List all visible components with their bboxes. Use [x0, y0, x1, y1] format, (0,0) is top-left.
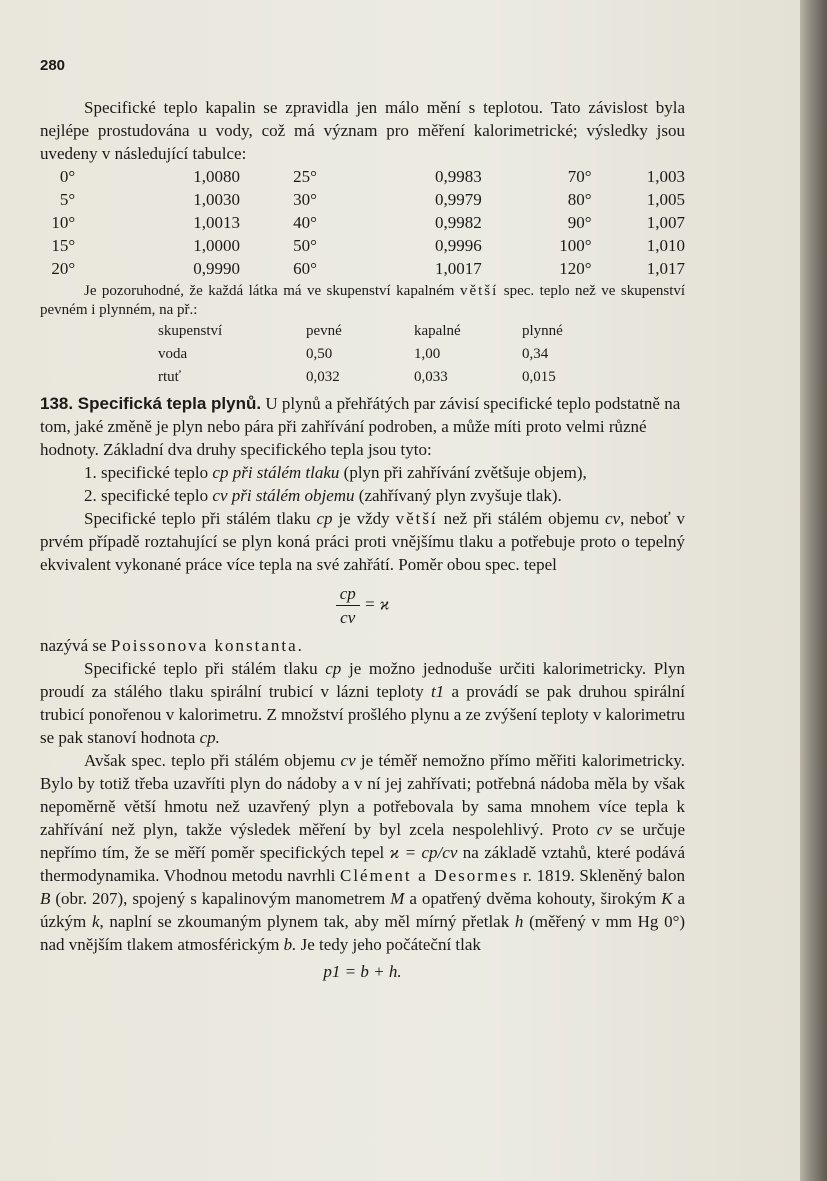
p6-text-b: je téměř nemožno přímo měřiti kalorimetricky. Bylo by totiž třeba uzavříti plyn do nádoby a v ní jej zahřívati; potřebná nádoba měla by však nepoměrně větší hmotu než uzavřený plyn a potřebovala by sama mnohem více tepla k zahřívání než plyn, takže výsledek měření by byl zcela nespolehlivý. Proto — [40, 751, 686, 839]
temperature-cell: 100° — [559, 236, 592, 255]
p3-emphasis: větší — [395, 509, 438, 528]
table-row — [40, 257, 685, 280]
value-cell: 1,017 — [646, 259, 685, 278]
p6-symbol-b: b. — [283, 935, 297, 954]
p6-text-g: a opatřený dvěma kohouty, širokým — [409, 889, 657, 908]
temperature-cell: 60° — [293, 259, 317, 278]
table-row — [158, 366, 630, 389]
p6-symbol-K: K — [661, 889, 673, 908]
item1-text-b: (plyn při zahřívání zvětšuje objem), — [343, 463, 587, 482]
p6-text-e: r. 1819. Skleněný balon — [522, 866, 686, 885]
value-cell: 1,0000 — [193, 236, 240, 255]
p6-text-c: se určuje nepřímo tím, že se měří poměr specifických tepel — [40, 820, 686, 862]
p6-text-f: (obr. 207), spojený s kapalinovým manometrem — [55, 889, 386, 908]
note-emphasis: větší — [459, 283, 499, 299]
value-cell: 0,032 — [306, 369, 340, 385]
column-header: skupenství — [158, 323, 223, 339]
value-cell: 1,003 — [646, 167, 685, 186]
note-text-b: spec. teplo než ve skupenství pevném i plynném, na př.: — [40, 283, 686, 318]
table-row — [40, 165, 685, 188]
state-table — [158, 320, 630, 389]
value-cell: 0,9979 — [434, 190, 482, 209]
table-row — [158, 343, 630, 366]
fraction — [336, 582, 360, 629]
p6-symbol-h: h — [514, 912, 524, 931]
table-row — [40, 211, 685, 234]
paragraph-cp-cv — [40, 507, 685, 576]
value-cell: 0,9996 — [434, 236, 482, 255]
value-cell: 1,00 — [414, 346, 441, 362]
table-header-row — [158, 320, 630, 343]
page-body — [40, 96, 685, 987]
p4-text: nazývá se — [40, 636, 107, 655]
p6-symbol: cv — [340, 751, 356, 770]
equation-initial-pressure — [40, 960, 685, 983]
p3-text-d: , neboť v prvém případě roztahující se plyn koná práci proti vnějšímu tlaku a potřebuje proto o tepelný ekvivalent vykonané práce více tepla na své zahřátí. Poměr obou spec. tepel — [40, 509, 686, 574]
table-row — [40, 234, 685, 257]
p5-text-b: je možno jednoduše určiti kalorimetricky. Plyn proudí za stálého tlaku spirální trubicí v lázni teploty — [40, 659, 685, 701]
item2-emphasis: při stálém objemu — [231, 486, 355, 505]
equation-kappa — [40, 582, 685, 630]
p5-symbol-2: cp. — [199, 728, 220, 747]
item2-text: 2. specifické teplo — [84, 486, 209, 505]
p6-text-i: , naplní se zkoumaným plynem tak, aby měl mírný přetlak — [99, 912, 510, 931]
value-cell: 1,0017 — [434, 259, 482, 278]
table-row — [40, 188, 685, 211]
p6-symbol-B: B — [40, 889, 51, 908]
value-cell: 1,0013 — [193, 213, 240, 232]
column-header: pevné — [306, 323, 342, 339]
p5-text-c: a provádí se pak druhou spirální trubicí ponořenou v kalorimetru. Z množství prošlého plynu a ze zvýšení teploty v kalorimetru se pak stanoví hodnota — [40, 682, 685, 747]
p6-text-a: Avšak spec. teplo při stálém objemu — [84, 751, 336, 770]
item1-emphasis: při stálém tlaku — [232, 463, 340, 482]
p3-text-c: než při stálém objemu — [443, 509, 600, 528]
temperature-cell: 30° — [293, 190, 317, 209]
value-cell: 1,005 — [646, 190, 685, 209]
water-specific-heat-table — [40, 165, 685, 280]
value-cell: 1,010 — [646, 236, 685, 255]
temperature-cell: 5° — [59, 190, 76, 209]
temperature-cell: 50° — [293, 236, 317, 255]
p5-temperature: t1 — [430, 682, 445, 701]
item2-symbol: cv — [212, 486, 228, 505]
temperature-cell: 15° — [51, 236, 76, 255]
substance-cell: rtuť — [158, 369, 182, 385]
intro-paragraph: Specifické teplo kapalin se zpravidla jen málo mění s teplotou. Tato závislost byla nejlépe prostudována u vody, což má význam pro měření kalorimetrické; výsledky jsou uvedeny v následující tabulce: — [40, 98, 685, 163]
value-cell: 0,34 — [522, 346, 549, 362]
paragraph-cv-measure — [40, 749, 685, 956]
note-paragraph — [40, 282, 685, 320]
temperature-cell: 90° — [567, 213, 592, 232]
list-item-1 — [40, 461, 685, 484]
equation-rhs: = ϰ — [364, 594, 390, 614]
p3-symbol-1: cp — [316, 509, 333, 528]
value-cell: 0,50 — [306, 346, 333, 362]
p6-symbol-M: M — [390, 889, 405, 908]
p3-text-b: je vždy — [338, 509, 390, 528]
item2-text-b: (zahřívaný plyn zvyšuje tlak). — [358, 486, 562, 505]
p5-text-a: Specifické teplo při stálém tlaku — [84, 659, 318, 678]
temperature-cell: 80° — [567, 190, 592, 209]
fraction-denominator: cv — [340, 608, 356, 627]
fraction-numerator: cp — [336, 582, 360, 606]
temperature-cell: 10° — [51, 213, 76, 232]
value-cell: 1,007 — [646, 213, 685, 232]
temperature-cell: 40° — [293, 213, 317, 232]
temperature-cell: 70° — [567, 167, 592, 186]
page-number: 280 — [40, 57, 66, 74]
column-header: kapalné — [414, 323, 461, 339]
section-heading: 138. Specifická tepla plynů. — [40, 394, 262, 413]
poisson-paragraph — [40, 634, 685, 657]
value-cell: 0,9983 — [434, 167, 482, 186]
p5-symbol: cp — [325, 659, 342, 678]
equation-p1: p1 = b + h. — [323, 962, 402, 981]
p6-text-j: (měřený v mm Hg 0°) nad vnějším tlakem atmosférickým — [40, 912, 686, 954]
p6-ratio: ϰ = cp/cv — [389, 843, 458, 862]
p6-text-h: a úzkým — [40, 889, 686, 931]
list-item-2 — [40, 484, 685, 507]
p6-symbol-k: k — [91, 912, 100, 931]
book-spine-shadow — [800, 0, 827, 1181]
note-text-a: Je pozoruhodné, že každá látka má ve skupenství kapalném — [84, 283, 455, 299]
temperature-cell: 25° — [293, 167, 317, 186]
column-header: plynné — [522, 323, 563, 339]
p3-symbol-2: cv — [605, 509, 621, 528]
p6-text-d: na základě vztahů, které podává thermodynamika. Vhodnou metodu navrhli — [40, 843, 686, 885]
p4-emphasis: Poissonova konstanta. — [110, 636, 304, 655]
temperature-cell: 20° — [51, 259, 76, 278]
value-cell: 0,9990 — [193, 259, 240, 278]
item1-symbol: cp — [212, 463, 229, 482]
value-cell: 1,0080 — [193, 167, 240, 186]
section-text: U plynů a přehřátých par závisí specifické teplo podstatně na tom, jaké změně je plyn nebo pára při zahřívání podroben, a může míti proto velmi různé hodnoty. Základní dva druhy specifického tepla jsou tyto: — [40, 394, 681, 459]
p6-text-l: Je tedy jeho počáteční tlak — [300, 935, 481, 954]
item1-text: 1. specifické teplo — [84, 463, 209, 482]
value-cell: 0,015 — [522, 369, 556, 385]
substance-cell: voda — [158, 346, 188, 362]
temperature-cell: 120° — [559, 259, 592, 278]
p3-text-a: Specifické teplo při stálém tlaku — [84, 509, 311, 528]
value-cell: 0,9982 — [434, 213, 482, 232]
p6-names: Clément a Desormes — [339, 866, 519, 885]
temperature-cell: 0° — [59, 167, 76, 186]
value-cell: 1,0030 — [193, 190, 240, 209]
p6-symbol-2: cv — [596, 820, 612, 839]
value-cell: 0,033 — [414, 369, 448, 385]
paragraph-cp-measure — [40, 657, 685, 749]
